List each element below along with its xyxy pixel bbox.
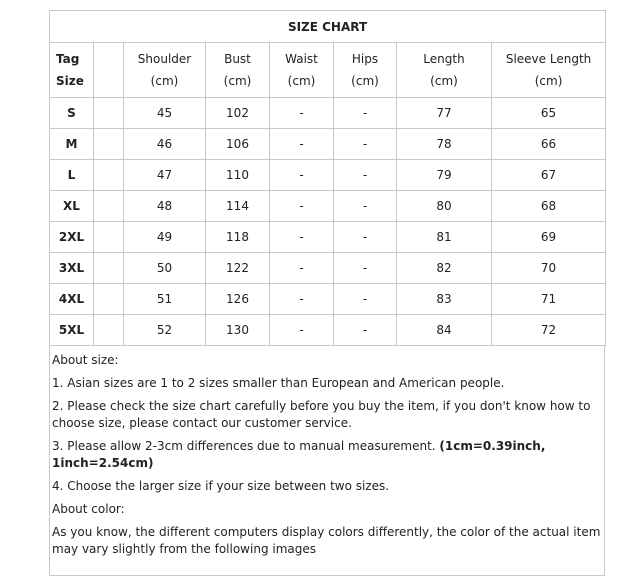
sleeve-cell: 68 <box>492 191 606 222</box>
blank-cell <box>94 191 124 222</box>
hips-cell: - <box>334 160 397 191</box>
header-tag-size <box>50 43 94 98</box>
blank-cell <box>94 284 124 315</box>
hips-cell: - <box>334 284 397 315</box>
hips-cell: - <box>334 315 397 346</box>
table-row <box>50 191 606 222</box>
size-note-3-text: 3. Please allow 2-3cm differences due to manual measurement. <box>52 439 440 453</box>
sleeve-cell: 66 <box>492 129 606 160</box>
waist-cell: - <box>270 98 334 129</box>
color-note: As you know, the different computers display colors differently, the color of the actual item may vary slightly from the following images <box>52 525 601 556</box>
header-waist-unit: (cm) <box>287 74 316 88</box>
sleeve-cell: 67 <box>492 160 606 191</box>
table-row <box>50 315 606 346</box>
size-tag: XL <box>50 191 94 222</box>
length-cell: 81 <box>397 222 492 253</box>
header-sleeve-length <box>492 43 606 98</box>
hips-cell: - <box>334 129 397 160</box>
blank-cell <box>94 253 124 284</box>
table-row <box>50 160 606 191</box>
shoulder-cell: 49 <box>124 222 206 253</box>
length-cell: 80 <box>397 191 492 222</box>
header-row <box>50 43 606 98</box>
size-note-3-conversion: (1cm=0.39inch, 1inch=2.54cm) <box>52 439 546 470</box>
header-hips-label: Hips <box>351 52 379 66</box>
header-tag-line1: Tag <box>56 52 80 66</box>
bust-cell: 130 <box>206 315 270 346</box>
length-cell: 83 <box>397 284 492 315</box>
header-blank <box>94 43 124 98</box>
length-cell: 82 <box>397 253 492 284</box>
blank-cell <box>94 98 124 129</box>
waist-cell: - <box>270 284 334 315</box>
waist-cell: - <box>270 129 334 160</box>
size-tag: S <box>50 98 94 129</box>
header-shoulder-label: Shoulder <box>137 52 192 66</box>
hips-cell: - <box>334 222 397 253</box>
header-bust <box>206 43 270 98</box>
header-waist <box>270 43 334 98</box>
bust-cell: 102 <box>206 98 270 129</box>
chart-title: SIZE CHART <box>50 11 606 43</box>
header-waist-label: Waist <box>285 52 318 66</box>
length-cell: 79 <box>397 160 492 191</box>
sleeve-cell: 69 <box>492 222 606 253</box>
blank-cell <box>94 160 124 191</box>
hips-cell: - <box>334 253 397 284</box>
table-row <box>50 284 606 315</box>
bust-cell: 118 <box>206 222 270 253</box>
shoulder-cell: 45 <box>124 98 206 129</box>
size-tag: M <box>50 129 94 160</box>
size-note-3 <box>52 438 602 472</box>
header-sleeve-label: Sleeve Length <box>505 52 592 66</box>
header-shoulder-unit: (cm) <box>150 74 179 88</box>
sleeve-cell: 65 <box>492 98 606 129</box>
shoulder-cell: 50 <box>124 253 206 284</box>
header-shoulder <box>124 43 206 98</box>
header-length-unit: (cm) <box>430 74 458 88</box>
size-tag: L <box>50 160 94 191</box>
header-hips <box>334 43 397 98</box>
blank-cell <box>94 315 124 346</box>
waist-cell: - <box>270 253 334 284</box>
blank-cell <box>94 222 124 253</box>
hips-cell: - <box>334 191 397 222</box>
notes-section <box>49 346 605 576</box>
size-tag: 3XL <box>50 253 94 284</box>
waist-cell: - <box>270 315 334 346</box>
table-row <box>50 98 606 129</box>
sleeve-cell: 72 <box>492 315 606 346</box>
size-chart <box>49 10 605 576</box>
size-tag: 5XL <box>50 315 94 346</box>
waist-cell: - <box>270 160 334 191</box>
sleeve-cell: 70 <box>492 253 606 284</box>
sleeve-cell: 71 <box>492 284 606 315</box>
table-row <box>50 129 606 160</box>
length-cell: 84 <box>397 315 492 346</box>
size-note-2: 2. Please check the size chart carefully before you buy the item, if you don't know how to choose size, please contact our customer service. <box>52 399 591 430</box>
about-color-heading: About color: <box>52 502 125 516</box>
shoulder-cell: 46 <box>124 129 206 160</box>
size-tag: 2XL <box>50 222 94 253</box>
shoulder-cell: 47 <box>124 160 206 191</box>
bust-cell: 122 <box>206 253 270 284</box>
about-size-heading: About size: <box>52 353 119 367</box>
hips-cell: - <box>334 98 397 129</box>
length-cell: 77 <box>397 98 492 129</box>
bust-cell: 114 <box>206 191 270 222</box>
bust-cell: 106 <box>206 129 270 160</box>
length-cell: 78 <box>397 129 492 160</box>
header-length-label: Length <box>423 52 465 66</box>
shoulder-cell: 51 <box>124 284 206 315</box>
size-tag: 4XL <box>50 284 94 315</box>
shoulder-cell: 48 <box>124 191 206 222</box>
shoulder-cell: 52 <box>124 315 206 346</box>
blank-cell <box>94 129 124 160</box>
bust-cell: 126 <box>206 284 270 315</box>
header-hips-unit: (cm) <box>351 74 379 88</box>
header-bust-label: Bust <box>224 52 251 66</box>
header-tag-line2: Size <box>56 74 84 88</box>
header-length <box>397 43 492 98</box>
size-note-1: 1. Asian sizes are 1 to 2 sizes smaller than European and American people. <box>52 376 505 390</box>
header-sleeve-unit: (cm) <box>534 74 563 88</box>
table-row <box>50 222 606 253</box>
size-chart-table <box>49 10 606 346</box>
bust-cell: 110 <box>206 160 270 191</box>
size-note-4: 4. Choose the larger size if your size between two sizes. <box>52 479 390 493</box>
header-bust-unit: (cm) <box>223 74 252 88</box>
waist-cell: - <box>270 191 334 222</box>
waist-cell: - <box>270 222 334 253</box>
table-row <box>50 253 606 284</box>
